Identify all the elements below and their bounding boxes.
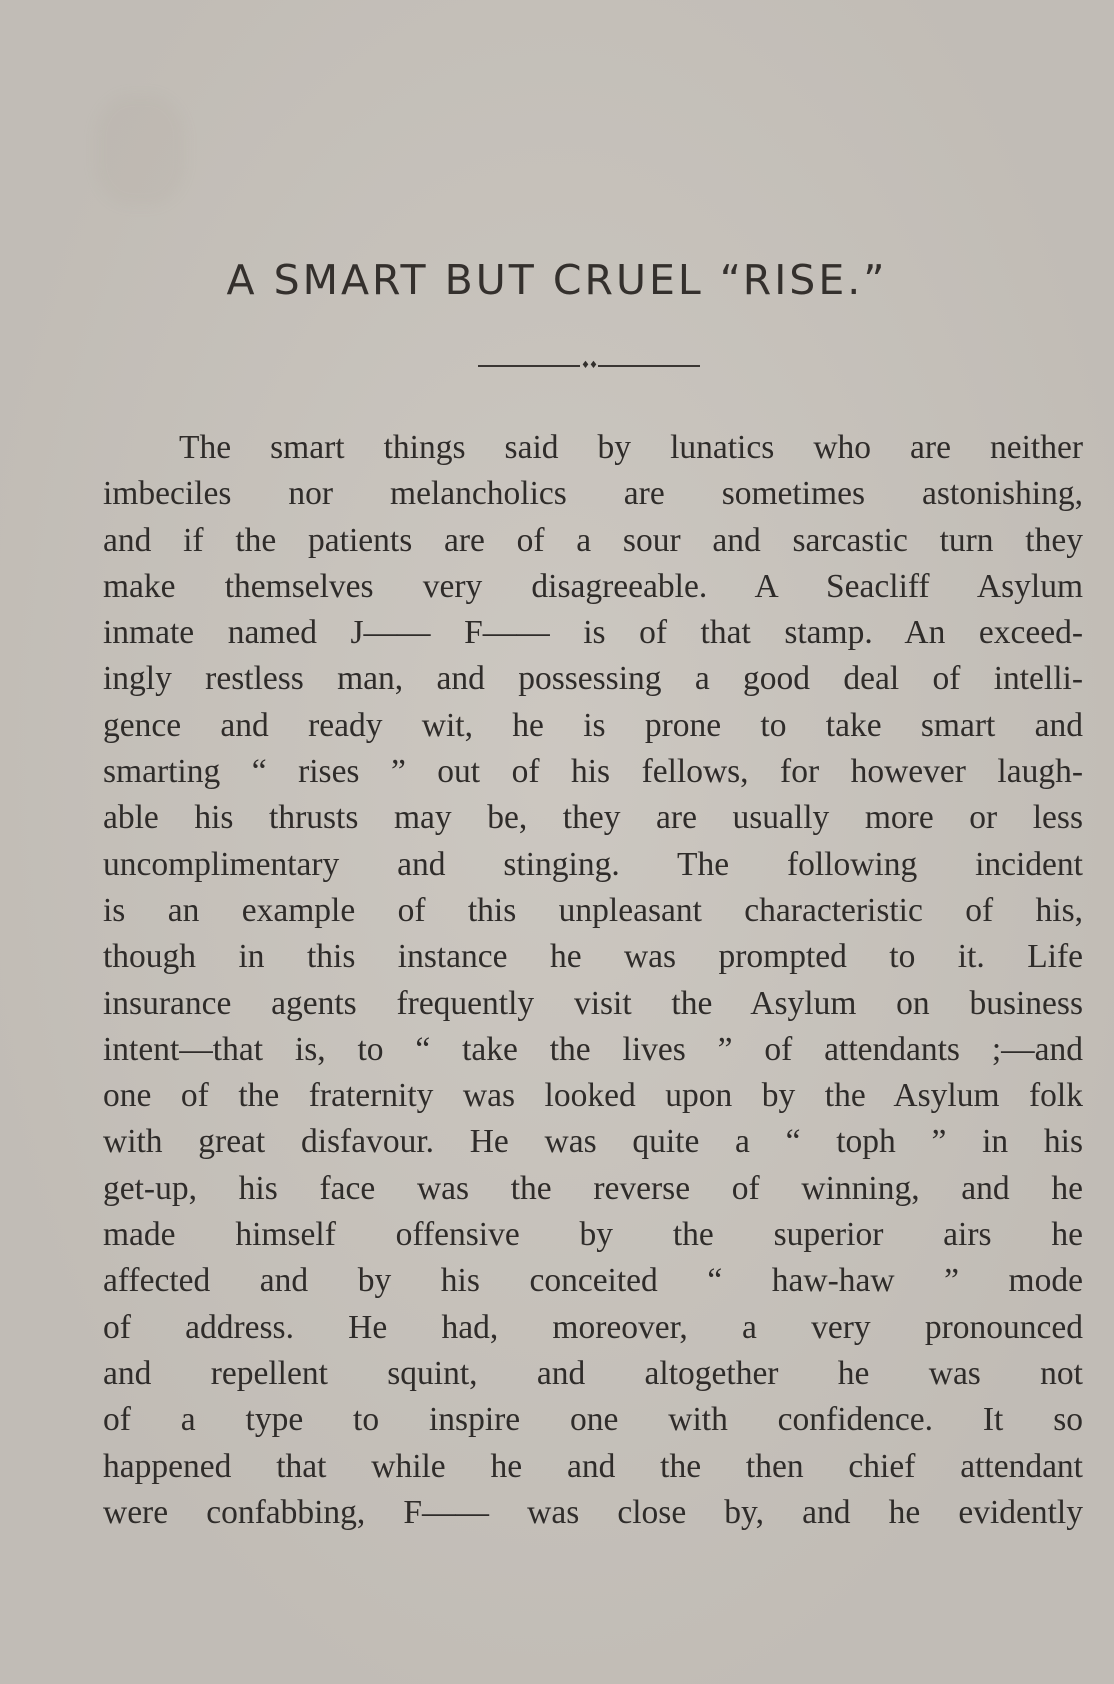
text-line: though in this instance he was prompted to it. Life — [103, 938, 1083, 976]
text-line: one of the fraternity was looked upon by the Asylum folk — [103, 1077, 1083, 1115]
text-line: intent—that is, to “ take the lives ” of attendants ;—and — [103, 1030, 1083, 1068]
text-line: of address. He had, moreover, a very pronounced — [103, 1308, 1083, 1346]
ornament-rule-left — [478, 365, 580, 367]
text-line: uncomplimentary and stinging. The following incident — [103, 845, 1083, 883]
title-ornament — [478, 356, 700, 376]
text-line: were confabbing, F—— was close by, and he evidently — [103, 1493, 1083, 1531]
text-line: made himself offensive by the superior airs he — [103, 1216, 1083, 1254]
text-line: inmate named J—— F—— is of that stamp. An exceed- — [103, 614, 1083, 652]
paper-stain — [95, 95, 185, 205]
body-paragraph — [103, 425, 1083, 1536]
text-line: get-up, his face was the reverse of winning, and he — [103, 1169, 1083, 1207]
text-line: imbeciles nor melancholics are sometimes astonishing, — [103, 475, 1083, 513]
ornament-rule-right — [598, 365, 700, 367]
text-line: ingly restless man, and possessing a good deal of intelli- — [103, 660, 1083, 698]
text-line: of a type to inspire one with confidence. It so — [103, 1401, 1083, 1439]
text-line: make themselves very disagreeable. A Seacliff Asylum — [103, 567, 1083, 605]
text-line: and if the patients are of a sour and sarcastic turn they — [103, 521, 1083, 559]
text-line: is an example of this unpleasant characteristic of his, — [103, 891, 1083, 929]
ornament-diamonds: ♦♦ — [581, 360, 597, 371]
text-line: The smart things said by lunatics who are neither — [179, 429, 1083, 466]
text-line: insurance agents frequently visit the Asylum on business — [103, 984, 1083, 1022]
text-line: gence and ready wit, he is prone to take smart and — [103, 706, 1083, 744]
text-line: with great disfavour. He was quite a “ toph ” in his — [103, 1123, 1083, 1161]
text-line: smarting “ rises ” out of his fellows, for however laugh- — [103, 753, 1083, 791]
chapter-title: A SMART BUT CRUEL “RISE.” — [226, 256, 888, 304]
text-line: affected and by his conceited “ haw-haw ” mode — [103, 1262, 1083, 1300]
text-line: able his thrusts may be, they are usually more or less — [103, 799, 1083, 837]
text-line: and repellent squint, and altogether he was not — [103, 1354, 1083, 1392]
text-line: happened that while he and the then chief attendant — [103, 1447, 1083, 1485]
